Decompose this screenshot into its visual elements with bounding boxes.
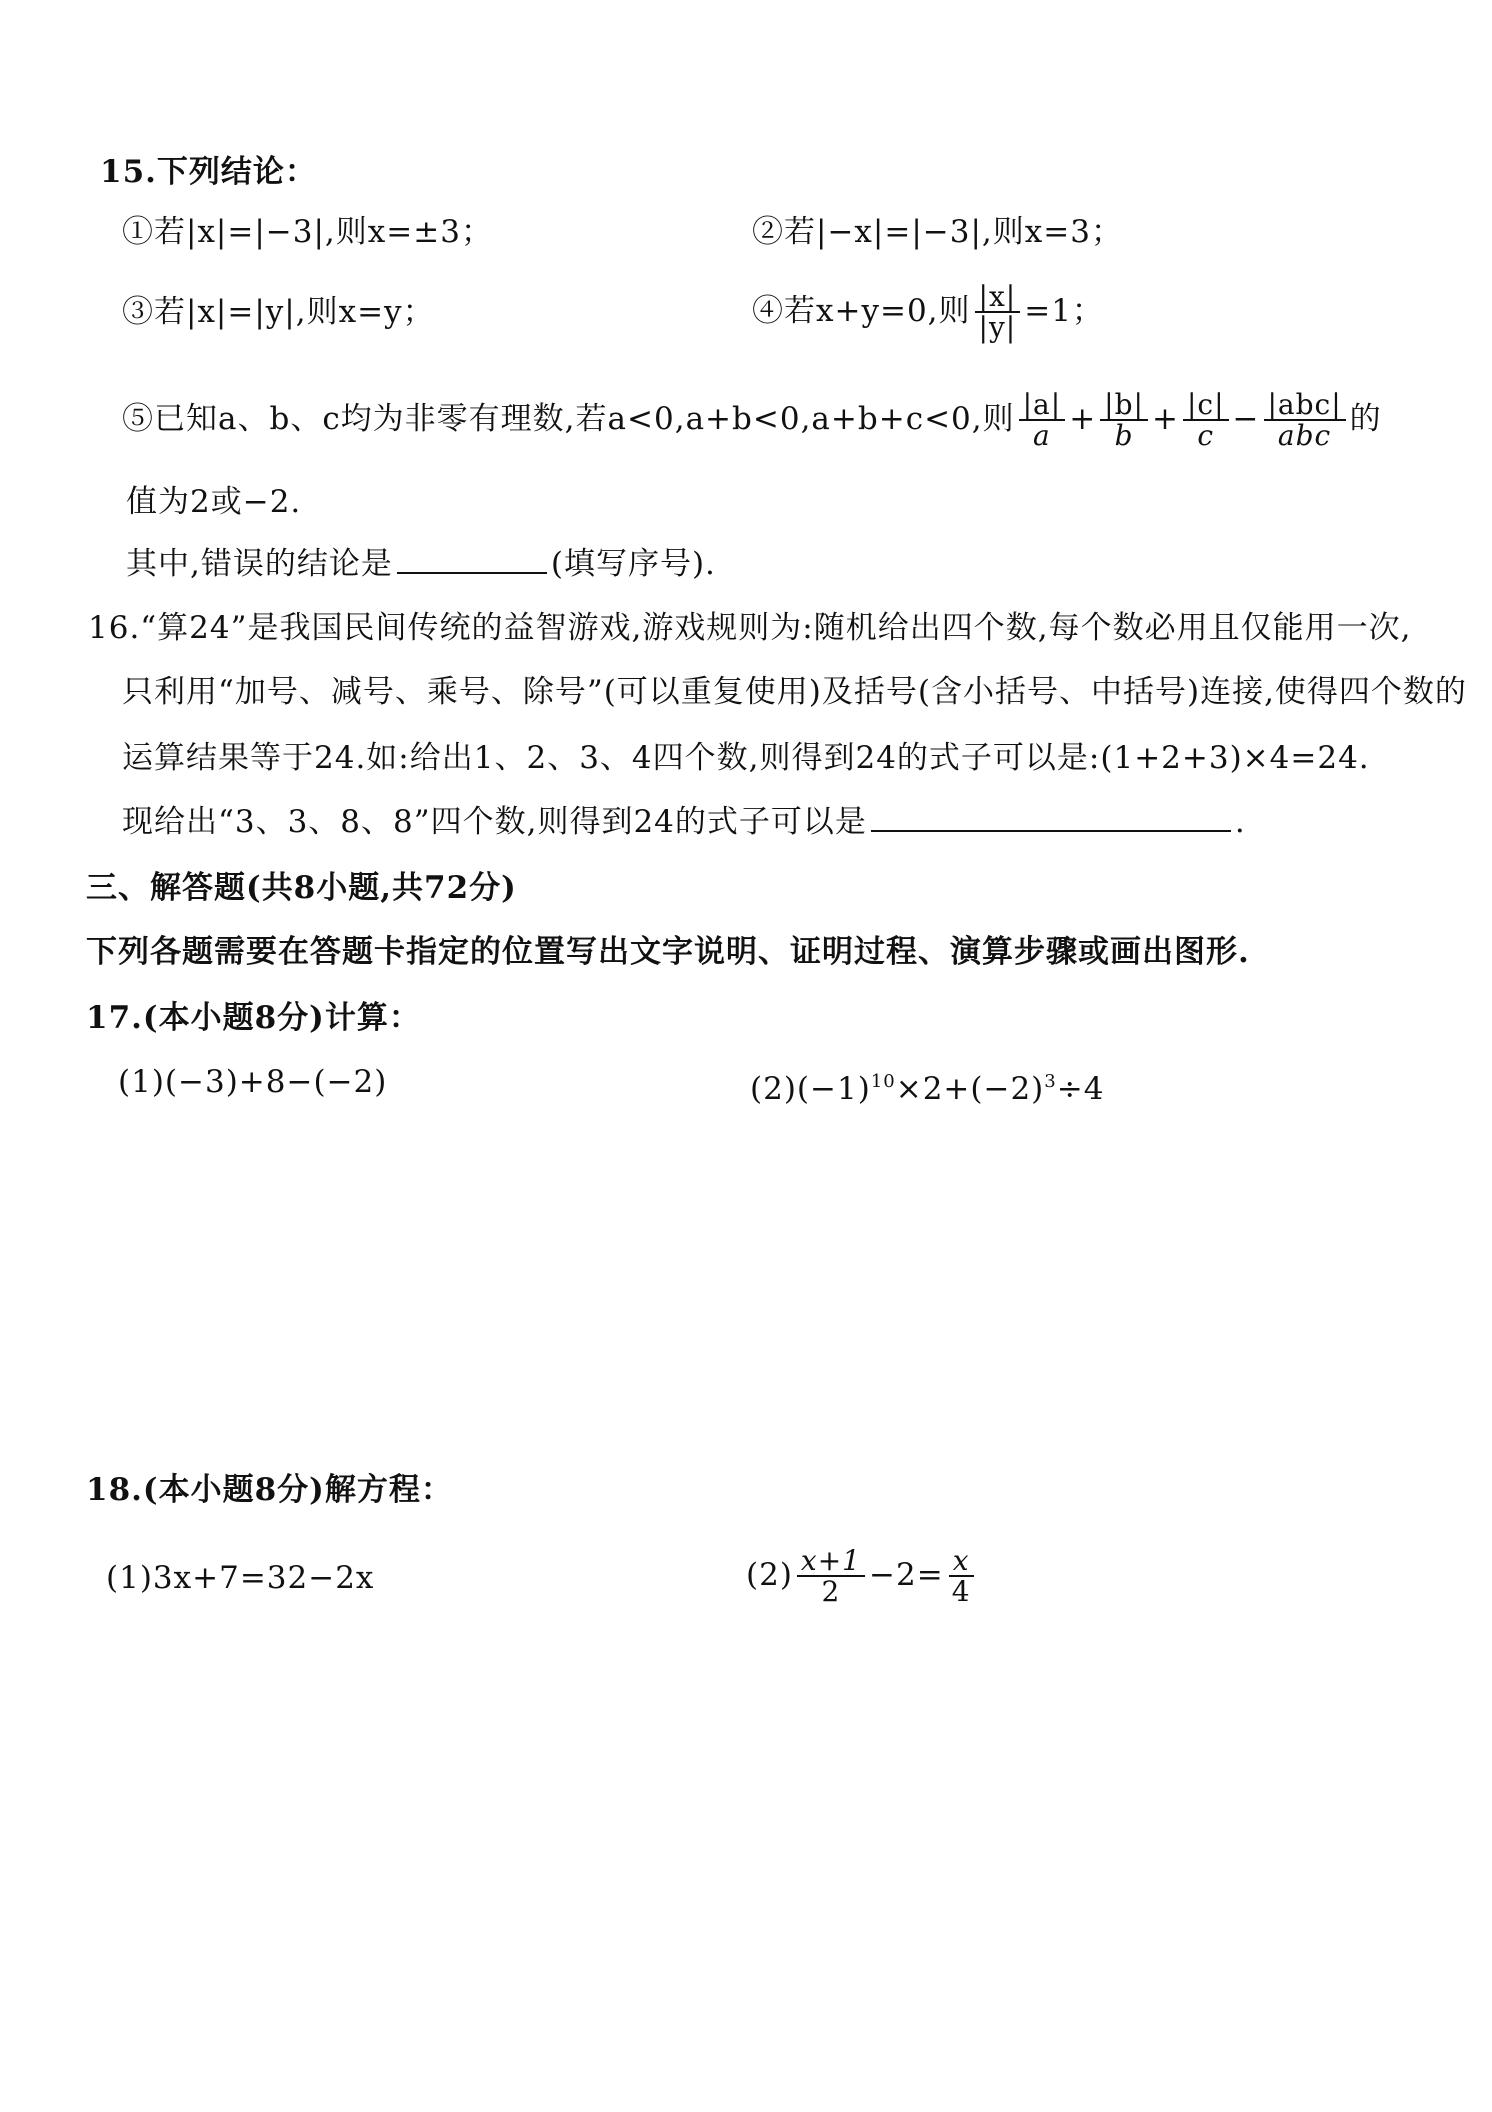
q15-item5-suffix: 的 — [1349, 400, 1382, 437]
q15-item4-fraction — [975, 282, 1021, 343]
fraction-denominator: |y| — [978, 311, 1017, 345]
q15-item5-fraction-c — [1183, 390, 1229, 451]
q16-line-2: 只利用“加号、减号、乘号、除号”(可以重复使用)及括号(含小括号、中括号)连接,使得四个数的 — [122, 674, 1467, 710]
fraction-numerator: x — [949, 1546, 974, 1577]
q16-line4-prefix: 现给出“3、3、8、8”四个数,则得到24的式子可以是 — [122, 804, 867, 840]
q16-answer-blank[interactable] — [871, 800, 1231, 832]
q15-answer-line — [126, 542, 716, 586]
fraction-denominator: b — [1114, 419, 1134, 453]
q15-answer-suffix: (填写序号). — [550, 546, 716, 582]
q18-part-2 — [746, 1546, 979, 1607]
q15-answer-blank[interactable] — [397, 542, 547, 574]
q16-line4-suffix: . — [1234, 804, 1246, 840]
operator: + — [1151, 400, 1179, 437]
q15-item4-suffix: =1； — [1024, 292, 1104, 329]
fraction-numerator: |c| — [1183, 390, 1229, 421]
fraction-numerator: |abc| — [1264, 390, 1346, 421]
operator: + — [1069, 400, 1097, 437]
q18-part2-prefix: (2) — [746, 1556, 793, 1593]
q16-line-4 — [122, 800, 1246, 844]
fraction-denominator: abc — [1277, 419, 1332, 453]
q15-item-4 — [752, 282, 1104, 343]
q15-item-1: ①若|x|=|−3|,则x=±3； — [122, 214, 493, 250]
q15-answer-prefix: 其中,错误的结论是 — [126, 546, 393, 582]
fraction-denominator: 4 — [951, 1575, 971, 1609]
q15-item5-fraction-b — [1100, 390, 1148, 451]
q15-item4-prefix: ④若x+y=0,则 — [752, 292, 971, 329]
q18-fraction-2 — [948, 1546, 975, 1607]
section-3-title: 三、解答题(共8小题,共72分) — [86, 870, 517, 906]
fraction-denominator: 2 — [821, 1575, 841, 1609]
q16-line-1: 16.“算24”是我国民间传统的益智游戏,游戏规则为:随机给出四个数,每个数必用且仅能用一次, — [88, 610, 1412, 646]
fraction-numerator: x+1 — [797, 1546, 865, 1577]
q17-header: 17.(本小题8分)计算： — [86, 1000, 421, 1036]
q15-item-5 — [122, 390, 1382, 451]
q17-part2-c: ÷4 — [1056, 1071, 1105, 1107]
q15-item5-line2: 值为2或−2. — [126, 484, 302, 520]
q17-part2-b: ×2+(−2) — [895, 1071, 1045, 1107]
fraction-numerator: |b| — [1100, 390, 1148, 421]
fraction-denominator: a — [1033, 419, 1051, 453]
q15-header: 15.下列结论： — [100, 154, 317, 190]
q18-part-1: (1)3x+7=32−2x — [106, 1560, 375, 1596]
section-3-instruction: 下列各题需要在答题卡指定的位置写出文字说明、证明过程、演算步骤或画出图形. — [86, 934, 1250, 970]
q17-exponent-2: 3 — [1044, 1071, 1057, 1092]
q15-item-3: ③若|x|=|y|,则x=y； — [122, 294, 435, 330]
q16-line-3: 运算结果等于24.如:给出1、2、3、4四个数,则得到24的式子可以是:(1+2+3)×4=24. — [122, 740, 1370, 776]
fraction-denominator: c — [1197, 419, 1215, 453]
q15-item5-prefix: ⑤已知a、b、c均为非零有理数,若a<0,a+b<0,a+b+c<0,则 — [122, 400, 1015, 437]
q18-part2-mid: −2= — [869, 1556, 944, 1593]
q17-part2-a: (2)(−1) — [750, 1071, 871, 1107]
q15-item5-fraction-a — [1019, 390, 1066, 451]
q15-item-2: ②若|−x|=|−3|,则x=3； — [752, 214, 1123, 250]
q15-item5-fraction-abc — [1264, 390, 1346, 451]
q17-part-2 — [750, 1060, 1104, 1111]
q17-part-1: (1)(−3)+8−(−2) — [118, 1064, 388, 1100]
fraction-numerator: |x| — [975, 282, 1021, 313]
q18-fraction-1 — [797, 1546, 865, 1607]
q18-header: 18.(本小题8分)解方程： — [86, 1472, 453, 1508]
operator: − — [1232, 400, 1260, 437]
q17-exponent-1: 10 — [870, 1071, 896, 1092]
fraction-numerator: |a| — [1019, 390, 1066, 421]
